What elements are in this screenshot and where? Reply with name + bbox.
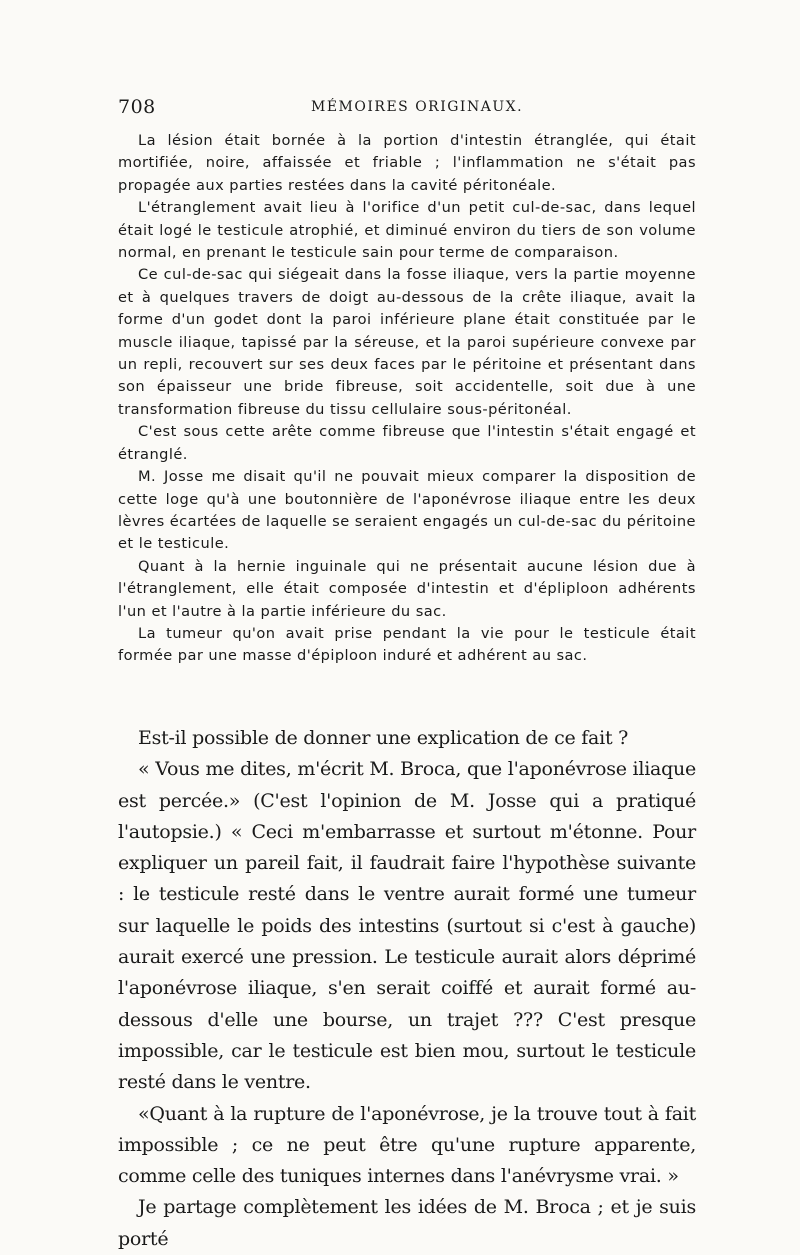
paragraph-etranglement: L'étranglement avait lieu à l'orifice d'un petit cul-de-sac, dans lequel était logé le testicule atrophié, et diminué environ du tiers de son volume normal, en prenant le testicule sain pour terme de comparaison. <box>118 199 696 262</box>
paragraph-conclusion: Je partage complètement les idées de M. Broca ; et je suis porté <box>118 1196 696 1250</box>
paragraph-josse: M. Josse me disait qu'il ne pouvait mieux comparer la disposition de cette loge qu'à une boutonnière de l'aponévrose iliaque entre les deux lèvres écartées de laquelle se seraient engagés un cul-de-sac du péritoine et le testicule. <box>118 468 696 553</box>
paragraph-cul-de-sac: Ce cul-de-sac qui siégeait dans la fosse iliaque, vers la partie moyenne et à quelques travers de doigt au-dessous de la crête iliaque, avait la forme d'un godet dont la paroi inférieure plane était constituée par le muscle iliaque, tapissé par la séreuse, et la paroi supérieure convexe par un repli, recouvert sur ses deux faces par le péritoine et présentant dans son épaisseur une bride fibreuse, soit accidentelle, soit due à une transformation fibreuse du tissu cellulaire sous-péritonéal. <box>118 266 696 418</box>
paragraph-hernie-inguinale: Quant à la hernie inguinale qui ne présentait aucune lésion due à l'étranglement, elle était composée d'intestin et d'épliploon adhérents l'un et l'autre à la partie inférieure du sac. <box>118 557 696 620</box>
small-print-section <box>118 130 696 668</box>
paragraph-question: Est-il possible de donner une explication de ce fait ? <box>138 727 629 749</box>
paragraph-arete-fibreuse: C'est sous cette arête comme fibreuse que l'intestin s'était engagé et étranglé. <box>118 423 696 463</box>
paragraph-broca-letter: « Vous me dites, m'écrit M. Broca, que l'aponévrose iliaque est percée.» (C'est l'opinion de M. Josse qui a pratiqué l'autopsie.) « Ceci m'embarrasse et surtout m'étonne. Pour expliquer un pareil fait, il faudrait faire l'hypothèse suivante : le testicule resté dans le ventre aurait formé une tumeur sur laquelle le poids des intestins (surtout si c'est à gauche) aurait exercé une pression. Le testicule aurait alors déprimé l'aponévrose iliaque, s'en serait coiffé et aurait formé au-dessous d'elle une bourse, un trajet ??? C'est presque impossible, car le testicule est bien mou, surtout le testicule resté dans le ventre. <box>118 758 696 1094</box>
large-print-section <box>118 723 696 1255</box>
paragraph-rupture: «Quant à la rupture de l'aponévrose, je la trouve tout à fait impossible ; ce ne peut être qu'une rupture apparente, comme celle des tuniques internes dans l'anévrysme vrai. » <box>118 1102 696 1188</box>
running-title: MÉMOIRES ORIGINAUX. <box>311 99 524 115</box>
page-number: 708 <box>118 96 156 118</box>
paragraph-lesion: La lésion était bornée à la portion d'intestin étranglée, qui était mortifiée, noire, affaissée et friable ; l'inflammation ne s'était pas propagée aux parties restées dans la cavité péritonéale. <box>118 132 696 194</box>
page-header <box>118 96 698 120</box>
paragraph-tumeur: La tumeur qu'on avait prise pendant la vie pour le testicule était formée par une masse d'épiploon induré et adhérent au sac. <box>118 624 696 665</box>
